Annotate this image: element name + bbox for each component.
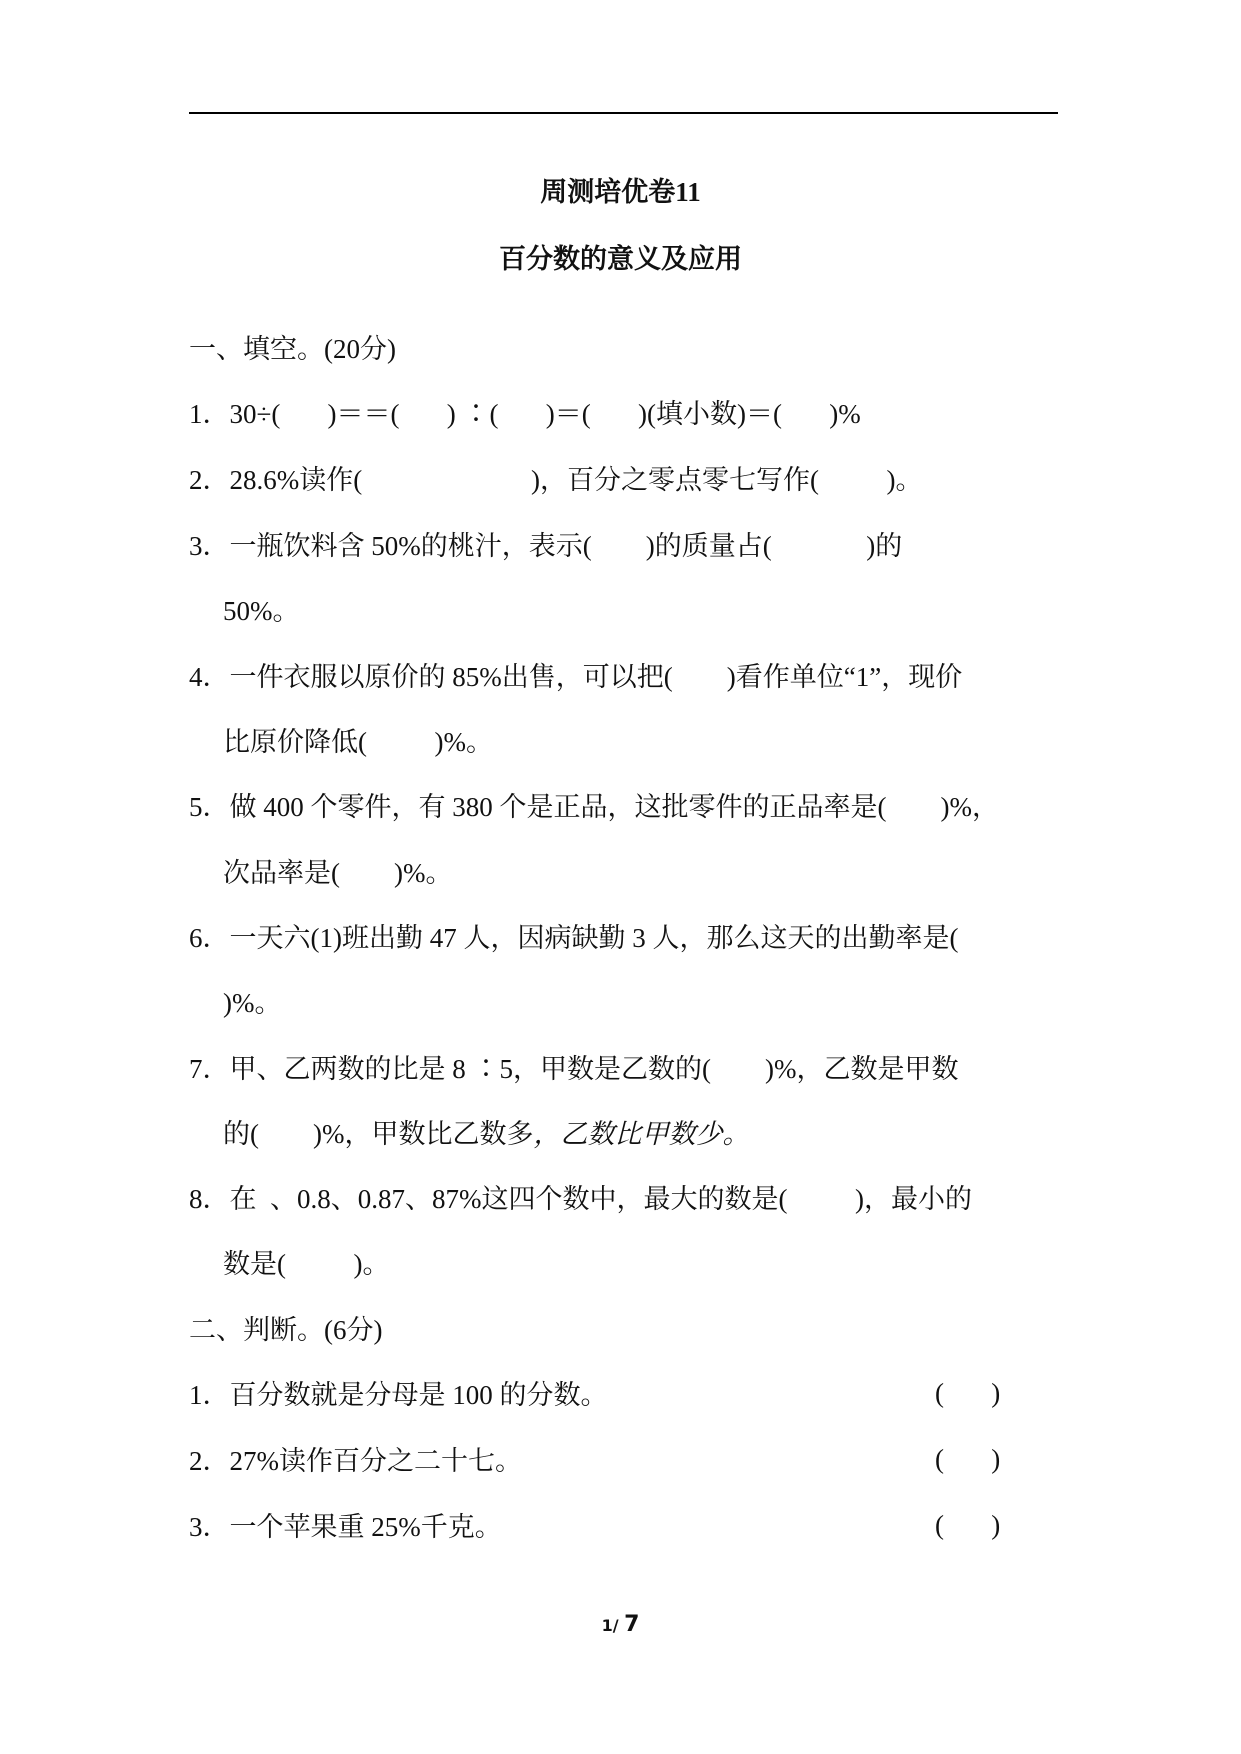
answer-blank[interactable]: ( ) (935, 1510, 1001, 1540)
question: 6．一天六(1)班出勤 47 人，因病缺勤 3 人，那么这天的出勤率是( (189, 923, 959, 953)
question-cont (223, 1117, 749, 1151)
question-cont: 数是( )。 (223, 1249, 390, 1279)
page-total: 7 (624, 1612, 640, 1637)
question-cont: 50%。 (223, 596, 300, 626)
question: 3．一瓶饮料含 50%的桃汁，表示( )的质量占( )的 (189, 531, 903, 561)
section-heading: 二、判断。(6分) (189, 1315, 383, 1345)
header-rule (189, 112, 1058, 114)
page-title: 周测培优卷11 (540, 177, 701, 207)
page-subtitle: 百分数的意义及应用 (499, 244, 742, 274)
question: 7．甲、乙两数的比是 8 ∶5，甲数是乙数的( )%，乙数是甲数 (189, 1054, 959, 1084)
judgement-item: 1．百分数就是分母是 100 的分数。 (189, 1380, 608, 1410)
answer-blank[interactable]: ( ) (935, 1378, 1001, 1408)
page-current: 1/ (601, 1616, 619, 1635)
question: 5．做 400 个零件，有 380 个是正品，这批零件的正品率是( )%， (189, 792, 999, 822)
question: 4．一件衣服以原价的 85%出售，可以把( )看作单位“1”，现价 (189, 662, 963, 692)
question-cont: )%。 (223, 988, 282, 1018)
answer-blank[interactable]: ( ) (935, 1444, 1001, 1474)
page-number (0, 1612, 1241, 1637)
question: 2．28.6%读作( )，百分之零点零七写作( )。 (189, 465, 923, 495)
question-cont: 比原价降低( )%。 (223, 727, 493, 757)
question: 1．30÷( )＝＝( ) ∶( )＝( )(填小数)＝( )% (189, 399, 861, 429)
q7-italic: ，乙数比甲数少。 (533, 1119, 750, 1149)
question: 8．在 、0.8、0.87、87%这四个数中，最大的数是( )，最小的 (189, 1184, 972, 1214)
section-heading: 一、填空。(20分) (189, 334, 396, 364)
q7-text: 的( )%，甲数比乙数多 (223, 1119, 534, 1149)
judgement-item: 2．27%读作百分之二十七。 (189, 1446, 522, 1476)
judgement-item: 3．一个苹果重 25%千克。 (189, 1512, 502, 1542)
question-cont: 次品率是( )%。 (223, 858, 453, 888)
